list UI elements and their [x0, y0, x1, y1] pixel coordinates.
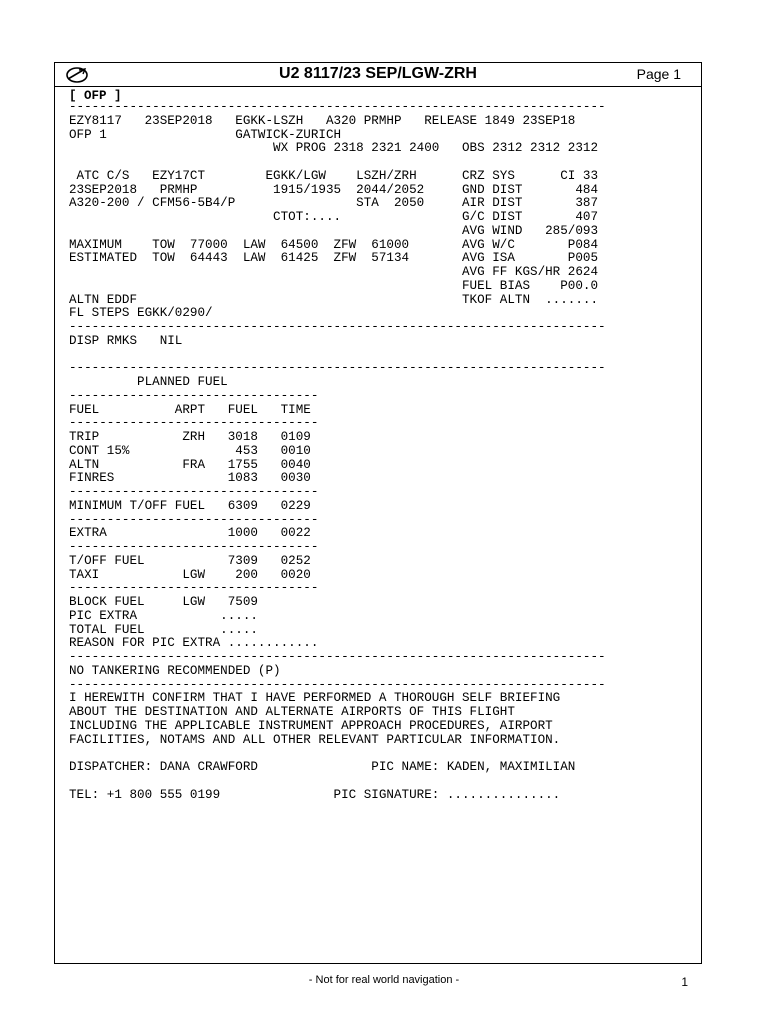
ofp-line: TEL: +1 800 555 0199 PIC SIGNATURE: ...............: [69, 787, 561, 802]
ofp-line: OFP 1 GATWICK-ZURICH: [69, 127, 342, 142]
ofp-line: TAXI LGW 200 0020: [69, 567, 311, 582]
separator-line: -----------------------------------------------------------------------: [69, 100, 606, 114]
ofp-line: A320-200 / CFM56-5B4/P STA 2050 AIR DIST 387: [69, 196, 599, 211]
ofp-line: AVG FF KGS/HR 2624: [69, 265, 599, 279]
ofp-line: ALTN EDDF TKOF ALTN .......: [69, 292, 599, 307]
ofp-line: REASON FOR PIC EXTRA ............: [69, 636, 319, 651]
ofp-line: FACILITIES, NOTAMS AND ALL OTHER RELEVANT PARTICULAR INFORMATION.: [69, 732, 561, 747]
separator-line: -----------------------------------------------------------------------: [69, 677, 606, 692]
separator-line: -----------------------------------------------------------------------: [69, 361, 606, 376]
ofp-line: T/OFF FUEL 7309 0252: [69, 553, 311, 568]
document-header: [55, 63, 701, 87]
ofp-document-frame: [54, 62, 702, 964]
ofp-line: ABOUT THE DESTINATION AND ALTERNATE AIRPORTS OF THIS FLIGHT: [69, 705, 515, 719]
ofp-line: TOTAL FUEL .....: [69, 622, 258, 637]
ofp-line: AVG WIND 285/093: [69, 223, 599, 238]
ofp-line: I HEREWITH CONFIRM THAT I HAVE PERFORMED A THOROUGH SELF BRIEFING: [69, 691, 561, 706]
separator-line: ---------------------------------: [69, 540, 319, 554]
ofp-body-text: [69, 101, 694, 802]
page-label: Page 1: [636, 66, 681, 82]
ofp-line: DISP RMKS NIL: [69, 333, 183, 348]
separator-line: ---------------------------------: [69, 581, 319, 596]
ofp-line: PIC EXTRA .....: [69, 608, 258, 623]
ofp-line: FINRES 1083 0030: [69, 471, 311, 486]
ofp-line: FL STEPS EGKK/0290/: [69, 306, 213, 321]
separator-line: -----------------------------------------------------------------------: [69, 320, 606, 334]
footer-disclaimer: - Not for real world navigation -: [308, 974, 460, 986]
ofp-line: ATC C/S EZY17CT EGKK/LGW LSZH/ZRH CRZ SYS CI 33: [69, 168, 599, 183]
ofp-line: EZY8117 23SEP2018 EGKK-LSZH A320 PRMHP RELEASE 1849 23SEP18: [69, 113, 576, 128]
footer-page-number: 1: [681, 975, 688, 989]
ofp-line: 23SEP2018 PRMHP 1915/1935 2044/2052 GND DIST 484: [69, 182, 599, 197]
separator-line: -----------------------------------------------------------------------: [69, 650, 606, 664]
ofp-line: FUEL BIAS P00.0: [69, 278, 599, 293]
ofp-line: MINIMUM T/OFF FUEL 6309 0229: [69, 498, 311, 513]
separator-line: ---------------------------------: [69, 388, 319, 403]
separator-line: ---------------------------------: [69, 512, 319, 527]
separator-line: ---------------------------------: [69, 416, 319, 431]
ofp-line: CONT 15% 453 0010: [69, 443, 311, 458]
ofp-line: ALTN FRA 1755 0040: [69, 457, 311, 472]
ofp-line: INCLUDING THE APPLICABLE INSTRUMENT APPROACH PROCEDURES, AIRPORT: [69, 718, 553, 733]
ofp-line: TRIP ZRH 3018 0109: [69, 430, 311, 444]
ofp-line: FUEL ARPT FUEL TIME: [69, 402, 311, 417]
ofp-line: ESTIMATED TOW 64443 LAW 61425 ZFW 57134 AVG ISA P005: [69, 251, 599, 266]
ofp-line: PLANNED FUEL: [69, 375, 228, 389]
ofp-tag: [ OFP ]: [69, 89, 122, 103]
ofp-line: DISPATCHER: DANA CRAWFORD PIC NAME: KADEN, MAXIMILIAN: [69, 760, 576, 774]
ofp-line: CTOT:.... G/C DIST 407: [69, 210, 599, 224]
ofp-line: WX PROG 2318 2321 2400 OBS 2312 2312 2312: [69, 141, 599, 156]
ofp-line: MAXIMUM TOW 77000 LAW 64500 ZFW 61000 AVG W/C P084: [69, 237, 599, 252]
ofp-line: BLOCK FUEL LGW 7509: [69, 595, 258, 609]
separator-line: ---------------------------------: [69, 485, 319, 499]
ofp-line: NO TANKERING RECOMMENDED (P): [69, 663, 281, 678]
flight-title: U2 8117/23 SEP/LGW-ZRH: [279, 65, 477, 82]
ofp-line: EXTRA 1000 0022: [69, 526, 311, 541]
